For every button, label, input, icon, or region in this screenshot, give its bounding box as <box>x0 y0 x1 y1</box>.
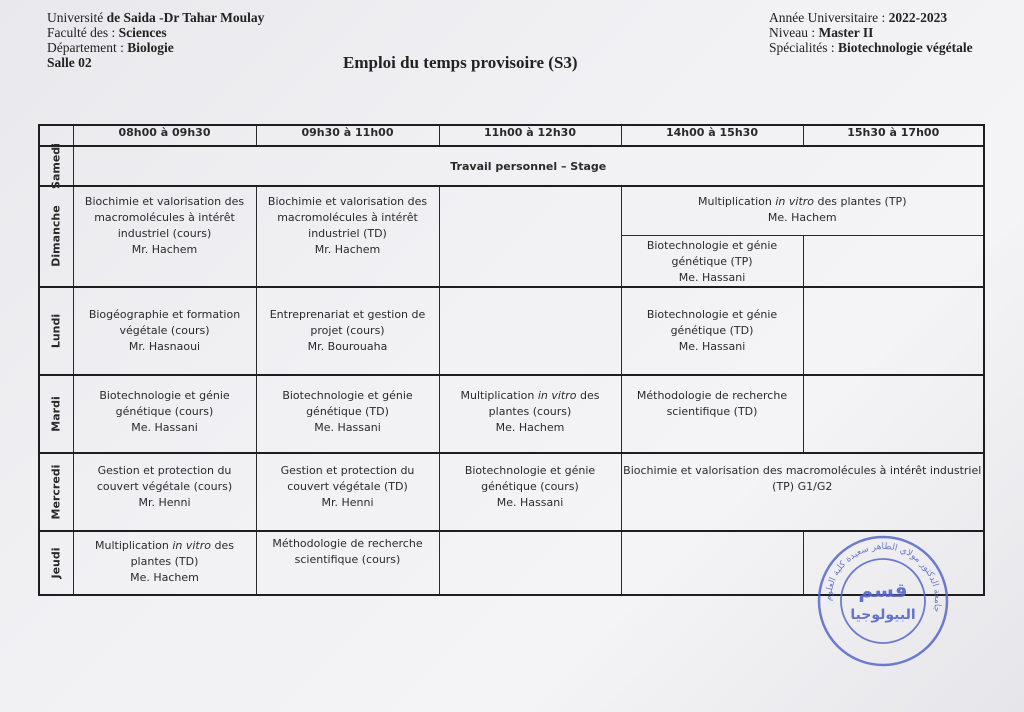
time-slot-3: 11h00 à 12h30 <box>439 125 621 146</box>
teacher-name: Mr. Hachem <box>131 243 198 256</box>
course-text: Multiplication <box>95 538 173 552</box>
jeudi-slot-4 <box>621 531 803 595</box>
teacher-name: Mr. Bourouaha <box>307 339 388 353</box>
room-line <box>47 55 264 70</box>
course-line: couvert végétale (cours) <box>96 479 233 493</box>
level-line <box>769 25 973 40</box>
course-text-italic: in vitro <box>775 195 815 208</box>
dimanche-slot-4-5 <box>621 186 984 235</box>
course-line: plantes (cours) <box>488 404 572 418</box>
course-line: Gestion et protection du <box>280 463 415 477</box>
level-value: Master II <box>818 25 874 40</box>
day-jeudi <box>39 531 73 595</box>
mardi-slot-1 <box>73 375 256 453</box>
level-prefix: Niveau : <box>769 25 816 40</box>
course-text-italic: in vitro <box>537 388 577 402</box>
day-label: Jeudi <box>49 546 63 579</box>
teacher-name: Mr. Henni <box>138 495 191 509</box>
row-lundi <box>39 287 984 375</box>
time-slot-1: 08h00 à 09h30 <box>73 125 256 146</box>
timetable <box>38 124 985 596</box>
course-line: génétique (TD) <box>670 323 754 337</box>
dimanche-slot-4-sub <box>621 235 803 287</box>
mardi-slot-2 <box>256 375 439 453</box>
course-line: génétique (cours) <box>115 404 214 418</box>
course-line: Biotechnologie et génie <box>646 307 778 321</box>
lundi-slot-2 <box>256 287 439 375</box>
speciality-value: Biotechnologie végétale <box>837 40 973 55</box>
mardi-slot-5 <box>803 375 984 453</box>
mercredi-slot-3 <box>439 453 621 531</box>
time-header-row <box>39 125 984 146</box>
course-line: Méthodologie de recherche <box>272 536 423 550</box>
teacher-name: Me. Hassani <box>678 270 746 284</box>
lundi-slot-4 <box>621 287 803 375</box>
day-mardi <box>39 375 73 453</box>
day-label: Samedi <box>49 143 63 189</box>
course-line: génétique (TP) <box>671 254 753 268</box>
header-left <box>47 10 264 70</box>
course-line: industriel (TD) <box>308 227 387 240</box>
time-slot-5: 15h30 à 17h00 <box>803 125 984 146</box>
jeudi-slot-1 <box>73 531 256 595</box>
teacher-name: Me. Hachem <box>495 420 565 434</box>
room: Salle 02 <box>47 55 92 70</box>
day-label: Dimanche <box>49 205 63 267</box>
day-dimanche <box>39 186 73 287</box>
university-line <box>47 10 264 25</box>
day-samedi <box>39 143 73 189</box>
lundi-slot-3 <box>439 287 621 375</box>
course-line: scientifique (cours) <box>294 552 401 566</box>
dimanche-slot-3 <box>439 186 621 287</box>
course-line: industriel (cours) <box>117 227 212 240</box>
course-line: macromolécules à intérêt <box>277 211 418 224</box>
samedi-stage-cell: Travail personnel – Stage <box>73 146 984 186</box>
course-line: projet (cours) <box>310 323 385 337</box>
teacher-name: Me. Hassani <box>314 420 381 434</box>
dimanche-slot-1 <box>73 186 256 287</box>
row-samedi <box>39 146 984 186</box>
course-line: génétique (TD) <box>306 404 389 418</box>
course-line: (TP) G1/G2 <box>772 479 833 493</box>
speciality-line <box>769 40 973 55</box>
course-line: couvert végétale (TD) <box>287 479 408 493</box>
course-line: Entreprenariat et gestion de <box>269 307 426 321</box>
day-mercredi <box>39 453 73 531</box>
course-line: Biotechnologie et génie <box>99 388 230 402</box>
day-lundi <box>39 287 73 375</box>
university-prefix: Université <box>47 10 104 25</box>
time-slot-2: 09h30 à 11h00 <box>256 125 439 146</box>
stamp-bottom-text: البيولوجيا <box>850 607 916 623</box>
course-line <box>440 388 621 404</box>
teacher-name: Me. Hachem <box>767 211 837 224</box>
course-text-italic: in vitro <box>172 538 211 552</box>
university-name: de Saida -Dr Tahar Moulay <box>106 10 265 25</box>
teacher-name: Me. Hachem <box>130 570 199 584</box>
teacher-name: Mr. Hachem <box>314 243 381 256</box>
stamp-top-text: قسم <box>858 578 908 602</box>
page-title: Emploi du temps provisoire (S3) <box>343 53 578 72</box>
year-value: 2022-2023 <box>888 10 948 25</box>
time-slot-4: 14h00 à 15h30 <box>621 125 803 146</box>
row-mardi <box>39 375 984 453</box>
course-line: Biochimie et valorisation des macromolécules à intérêt industriel <box>623 463 982 477</box>
jeudi-slot-3 <box>439 531 621 595</box>
course-text: Multiplication <box>698 195 776 208</box>
day-label: Mardi <box>49 395 63 432</box>
department-prefix: Département : <box>47 40 124 55</box>
department-stamp <box>815 533 951 669</box>
teacher-name: Me. Hassani <box>131 420 198 434</box>
faculty-line <box>47 25 264 40</box>
day-label: Mercredi <box>49 464 63 519</box>
course-text: des <box>211 538 234 552</box>
lundi-slot-1 <box>73 287 256 375</box>
course-line: Biogéographie et formation <box>88 307 241 321</box>
course-line: Méthodologie de recherche <box>636 388 788 402</box>
mercredi-slot-4-5 <box>621 453 984 531</box>
jeudi-slot-2 <box>256 531 439 595</box>
lundi-slot-5 <box>803 287 984 375</box>
teacher-name: Me. Hassani <box>496 495 564 509</box>
course-line: plantes (TD) <box>130 554 199 568</box>
mercredi-slot-2 <box>256 453 439 531</box>
teacher-name: Mr. Henni <box>321 495 374 509</box>
course-line: Biochimie et valorisation des <box>84 195 245 208</box>
speciality-prefix: Spécialités : <box>769 40 835 55</box>
course-text: des plantes (TP) <box>814 195 907 208</box>
faculty-name: Sciences <box>118 25 167 40</box>
course-line: Gestion et protection du <box>97 463 232 477</box>
row-mercredi <box>39 453 984 531</box>
course-line: Biochimie et valorisation des <box>267 195 428 208</box>
course-line: macromolécules à intérêt <box>94 211 235 224</box>
department-line <box>47 40 264 55</box>
header-right <box>769 10 973 55</box>
course-text: des <box>576 388 600 402</box>
day-label: Lundi <box>49 313 63 348</box>
dimanche-slot-5-sub <box>803 235 984 287</box>
course-line: végétale (cours) <box>119 323 210 337</box>
teacher-name: Me. Hassani <box>678 339 746 353</box>
course-line <box>622 194 984 210</box>
dimanche-slot-2 <box>256 186 439 287</box>
course-line: Biotechnologie et génie <box>464 463 596 477</box>
stamp-ring-text: جامعة الدكتور مولاي الطاهر سعيدة كلية العلوم <box>823 541 943 614</box>
faculty-prefix: Faculté des : <box>47 25 116 40</box>
department-name: Biologie <box>127 40 174 55</box>
mardi-slot-4 <box>621 375 803 453</box>
row-dimanche-top <box>39 186 984 235</box>
mardi-slot-3 <box>439 375 621 453</box>
course-line: Biotechnologie et génie <box>282 388 413 402</box>
course-line: Biotechnologie et génie <box>646 238 778 252</box>
year-line <box>769 10 973 25</box>
mercredi-slot-1 <box>73 453 256 531</box>
teacher-name: Mr. Hasnaoui <box>128 339 201 353</box>
year-prefix: Année Universitaire : <box>769 10 886 25</box>
course-line: scientifique (TD) <box>666 404 758 418</box>
course-line: génétique (cours) <box>481 479 579 493</box>
course-text: Multiplication <box>460 388 538 402</box>
course-line <box>74 538 256 554</box>
